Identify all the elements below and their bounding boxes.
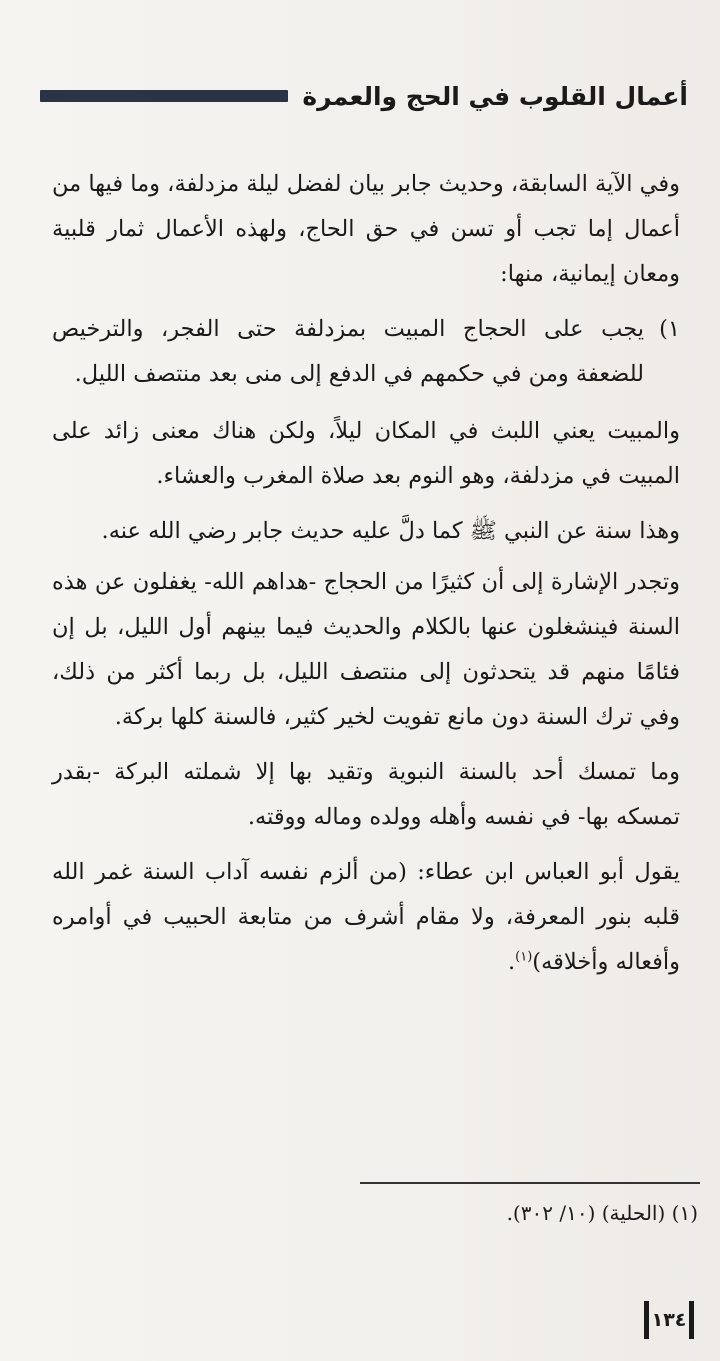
paragraph-sunnah: وهذا سنة عن النبي ﷺ كما دلَّ عليه حديث جابر رضي الله عنه.: [101, 518, 680, 544]
paragraph-warning: وتجدر الإشارة إلى أن كثيرًا من الحجاج -هداهم الله- يغفلون عن هذه السنة فينشغلون عنها بالكلام والحديث فيما بينهم أول الليل، بل إن فئامًا منهم قد يتحدثون إلى منتصف الليل، بل ربما أكثر من ذلك، وفي ترك السنة دون مانع تفويت لخير كثير، فالسنة كلها بركة.: [52, 569, 680, 730]
book-title: أعمال القلوب في الحج والعمرة: [302, 81, 688, 111]
page-number: ١٣٤: [651, 1309, 687, 1331]
page-number-bar-left: [644, 1301, 649, 1339]
item-number: ١): [659, 316, 680, 342]
item-text: يجب على الحجاج المبيت بمزدلفة حتى الفجر، والترخيص للضعفة ومن في حكمهم في الدفع إلى منى بعد منتصف الليل.: [52, 316, 644, 387]
paragraph-barakah: وما تمسك أحد بالسنة النبوية وتقيد بها إلا شملته البركة -بقدر تمسكه بها- في نفسه وأهله وولده وماله ووقته.: [52, 759, 680, 830]
paragraph-mabit: والمبيت يعني اللبث في المكان ليلاً، ولكن هناك معنى زائد على المبيت في مزدلفة، وهو النوم بعد صلاة المغرب والعشاء.: [52, 418, 680, 489]
quote-paragraph: [52, 850, 680, 985]
page-number-bar-right: [689, 1301, 694, 1339]
footnote: (١) (الحلية) (١٠/ ٣٠٢).: [506, 1201, 698, 1225]
quote-text: يقول أبو العباس ابن عطاء: (من ألزم نفسه آداب السنة غمر الله قلبه بنور المعرفة، ولا مقام أشرف من متابعة الحبيب في أوامره وأفعاله وأخلاقه): [52, 859, 680, 975]
intro-paragraph: وفي الآية السابقة، وحديث جابر بيان لفضل ليلة مزدلفة، وما فيها من أعمال إما تجب أو تسن في حق الحاج، ولهذه الأعمال ثمار قلبية ومعان إيمانية، منها:: [52, 171, 680, 287]
page-number-box: [636, 1300, 702, 1340]
quote-end: .: [508, 949, 516, 975]
page-body: [52, 162, 680, 995]
footnote-ref[interactable]: (١): [515, 949, 533, 965]
numbered-item-1: [52, 307, 680, 397]
running-header: [40, 76, 688, 116]
footnote-rule: [360, 1182, 700, 1184]
header-rule: [40, 90, 288, 102]
